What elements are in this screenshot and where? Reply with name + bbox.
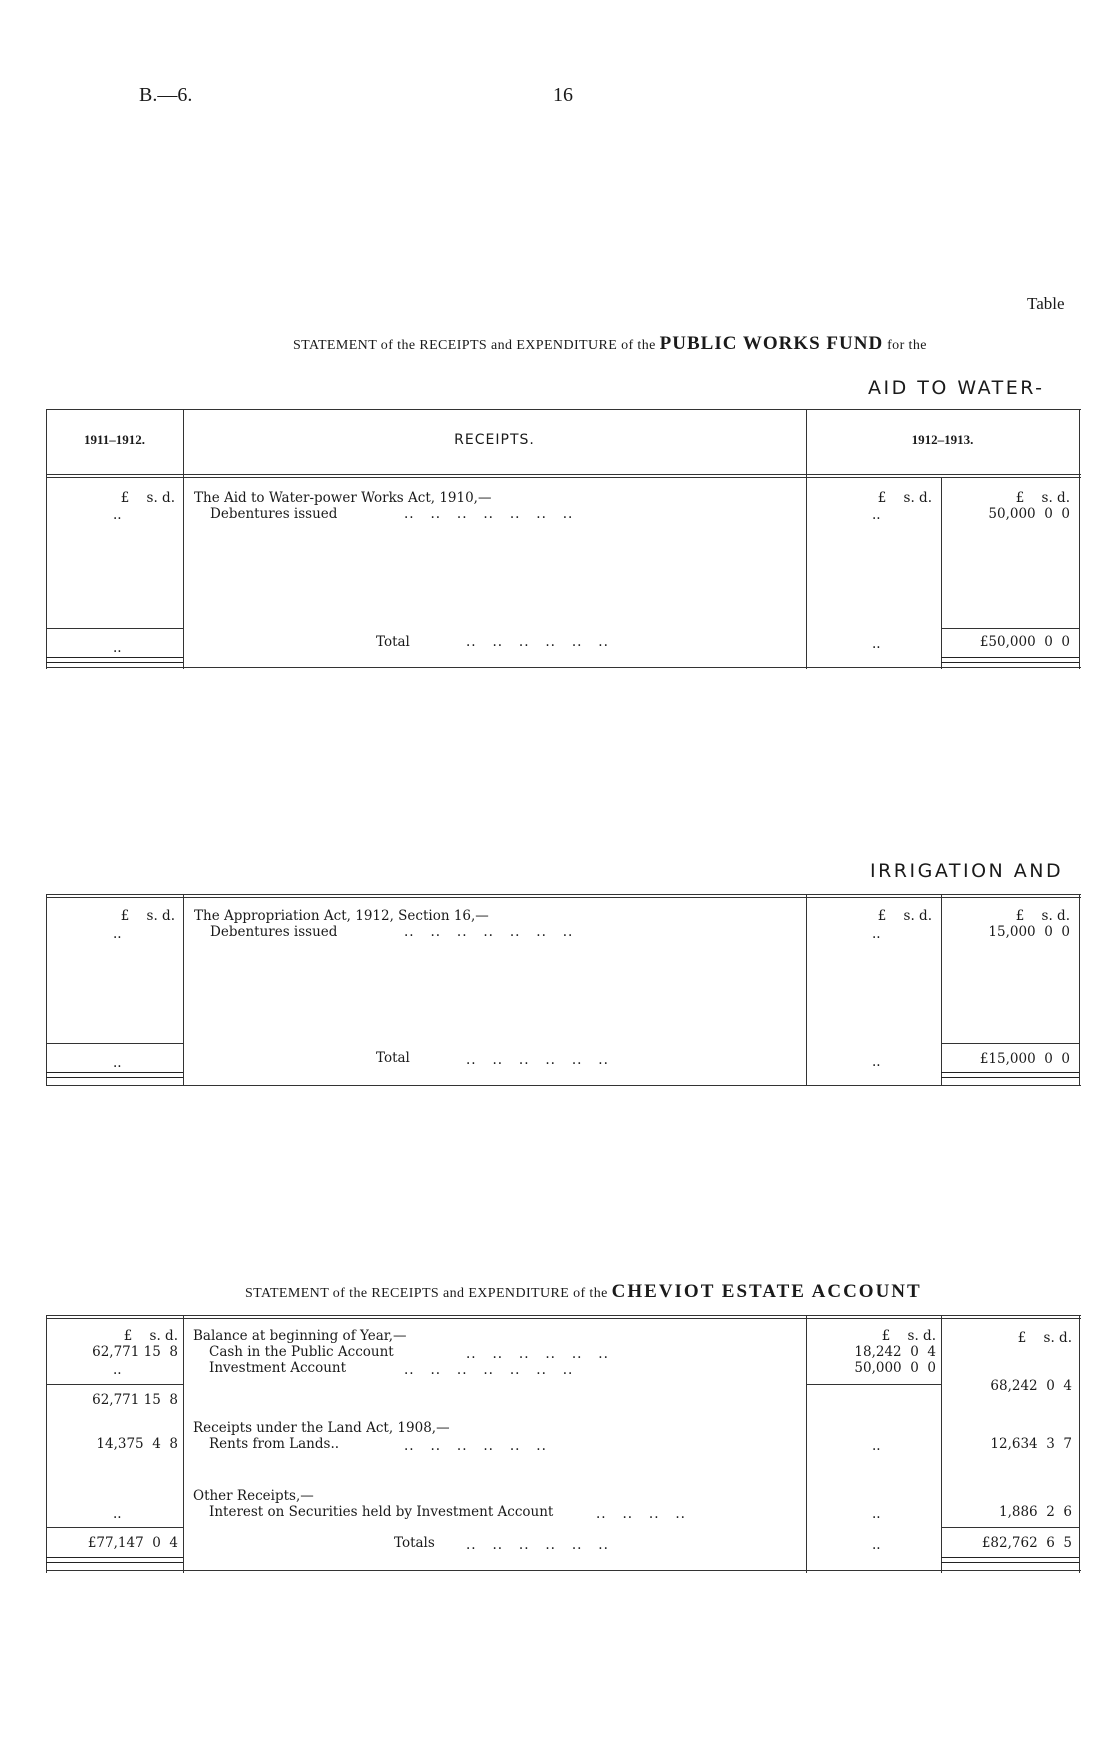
land-heading: Receipts under the Land Act, 1908,— xyxy=(193,1420,450,1436)
page-number: 16 xyxy=(553,84,573,106)
invest-dots: .. .. .. .. .. .. .. xyxy=(404,1362,574,1378)
cheviot-title-prefix: STATEMENT of the RECEIPTS and EXPENDITURE of the xyxy=(245,1286,608,1301)
receipt-debentures: Debentures issued xyxy=(210,506,338,522)
totals-left: £77,147 0 4 xyxy=(87,1535,178,1551)
invest-mid: 50,000 0 0 xyxy=(854,1360,936,1376)
pwf-title-bold: PUBLIC WORKS FUND xyxy=(659,333,884,354)
debentures-amount: 15,000 0 0 xyxy=(988,924,1070,940)
mid-units: £ s. d. xyxy=(881,1328,936,1344)
receipt-debentures: Debentures issued xyxy=(210,924,338,940)
cheviot-title xyxy=(245,1281,922,1303)
pwf-title-prefix: STATEMENT of the RECEIPTS and EXPENDITURE of the xyxy=(293,338,656,353)
right-units: £ s. d. xyxy=(1015,490,1070,506)
leader-dots: .. .. .. .. .. .. .. xyxy=(404,506,574,522)
total-dots: .. .. .. .. .. .. xyxy=(466,634,609,650)
col-header-1912: 1912–1913. xyxy=(911,432,974,447)
section-aid-to-water: AID TO WATER- xyxy=(868,377,1045,399)
cheviot-title-bold: CHEVIOT ESTATE ACCOUNT xyxy=(611,1281,922,1302)
other-heading: Other Receipts,— xyxy=(193,1488,314,1504)
total-mid: .. xyxy=(872,1054,881,1070)
page-reference: B.—6. xyxy=(139,84,193,106)
totals-label: Totals xyxy=(394,1535,435,1551)
interest-label: Interest on Securities held by Investment Account xyxy=(209,1504,554,1520)
pwf-title xyxy=(293,333,927,355)
mid-dots: .. xyxy=(872,507,881,523)
total-left: .. xyxy=(113,640,122,656)
invest-left: .. xyxy=(113,1362,122,1378)
rents-label: Rents from Lands.. xyxy=(209,1436,340,1452)
cash-label: Cash in the Public Account xyxy=(209,1344,394,1360)
left-units: £ s. d. xyxy=(120,908,175,924)
left-units: £ s. d. xyxy=(120,490,175,506)
totals-dots: .. .. .. .. .. .. xyxy=(466,1537,609,1553)
cash-mid: 18,242 0 4 xyxy=(854,1344,936,1360)
rents-left: 14,375 4 8 xyxy=(96,1436,178,1452)
mid-units: £ s. d. xyxy=(877,490,932,506)
right-units: £ s. d. xyxy=(1015,908,1070,924)
cash-left: 62,771 15 8 xyxy=(92,1344,178,1360)
mid-dots: .. xyxy=(872,926,881,942)
balance-subtotal-left: 62,771 15 8 xyxy=(92,1392,178,1408)
total-left: .. xyxy=(113,1055,122,1071)
balance-heading: Balance at beginning of Year,— xyxy=(193,1328,407,1344)
rents-right: 12,634 3 7 xyxy=(990,1436,1072,1452)
balance-right: 68,242 0 4 xyxy=(990,1378,1072,1394)
receipt-act: The Appropriation Act, 1912, Section 16,— xyxy=(194,908,489,924)
receipt-act: The Aid to Water-power Works Act, 1910,— xyxy=(194,490,492,506)
cash-dots: .. .. .. .. .. .. xyxy=(466,1346,609,1362)
total-mid: .. xyxy=(872,636,881,652)
right-units: £ s. d. xyxy=(1017,1330,1072,1346)
interest-right: 1,886 2 6 xyxy=(999,1504,1072,1520)
table-label: Table xyxy=(1027,294,1065,313)
rents-dots: .. .. .. .. .. .. xyxy=(404,1438,547,1454)
left-dots: .. xyxy=(113,507,122,523)
section-irrigation: IRRIGATION AND xyxy=(870,860,1064,882)
total-dots: .. .. .. .. .. .. xyxy=(466,1052,609,1068)
left-units: £ s. d. xyxy=(123,1328,178,1344)
col-header-receipts: RECEIPTS. xyxy=(454,432,535,448)
leader-dots: .. .. .. .. .. .. .. xyxy=(404,924,574,940)
total-amount: £15,000 0 0 xyxy=(979,1051,1070,1067)
totals-right: £82,762 6 5 xyxy=(981,1535,1072,1551)
left-dots: .. xyxy=(113,926,122,942)
mid-units: £ s. d. xyxy=(877,908,932,924)
col-header-1911: 1911–1912. xyxy=(83,432,146,447)
interest-mid: .. xyxy=(872,1506,881,1522)
interest-dots: .. .. .. .. xyxy=(596,1506,686,1522)
total-amount: £50,000 0 0 xyxy=(979,634,1070,650)
debentures-amount: 50,000 0 0 xyxy=(988,506,1070,522)
totals-mid: .. xyxy=(872,1537,881,1553)
total-label: Total xyxy=(376,1050,410,1066)
interest-left: .. xyxy=(113,1506,122,1522)
invest-label: Investment Account xyxy=(209,1360,347,1376)
pwf-title-suffix: for the xyxy=(887,338,927,353)
total-label: Total xyxy=(376,634,410,650)
rents-mid: .. xyxy=(872,1438,881,1454)
